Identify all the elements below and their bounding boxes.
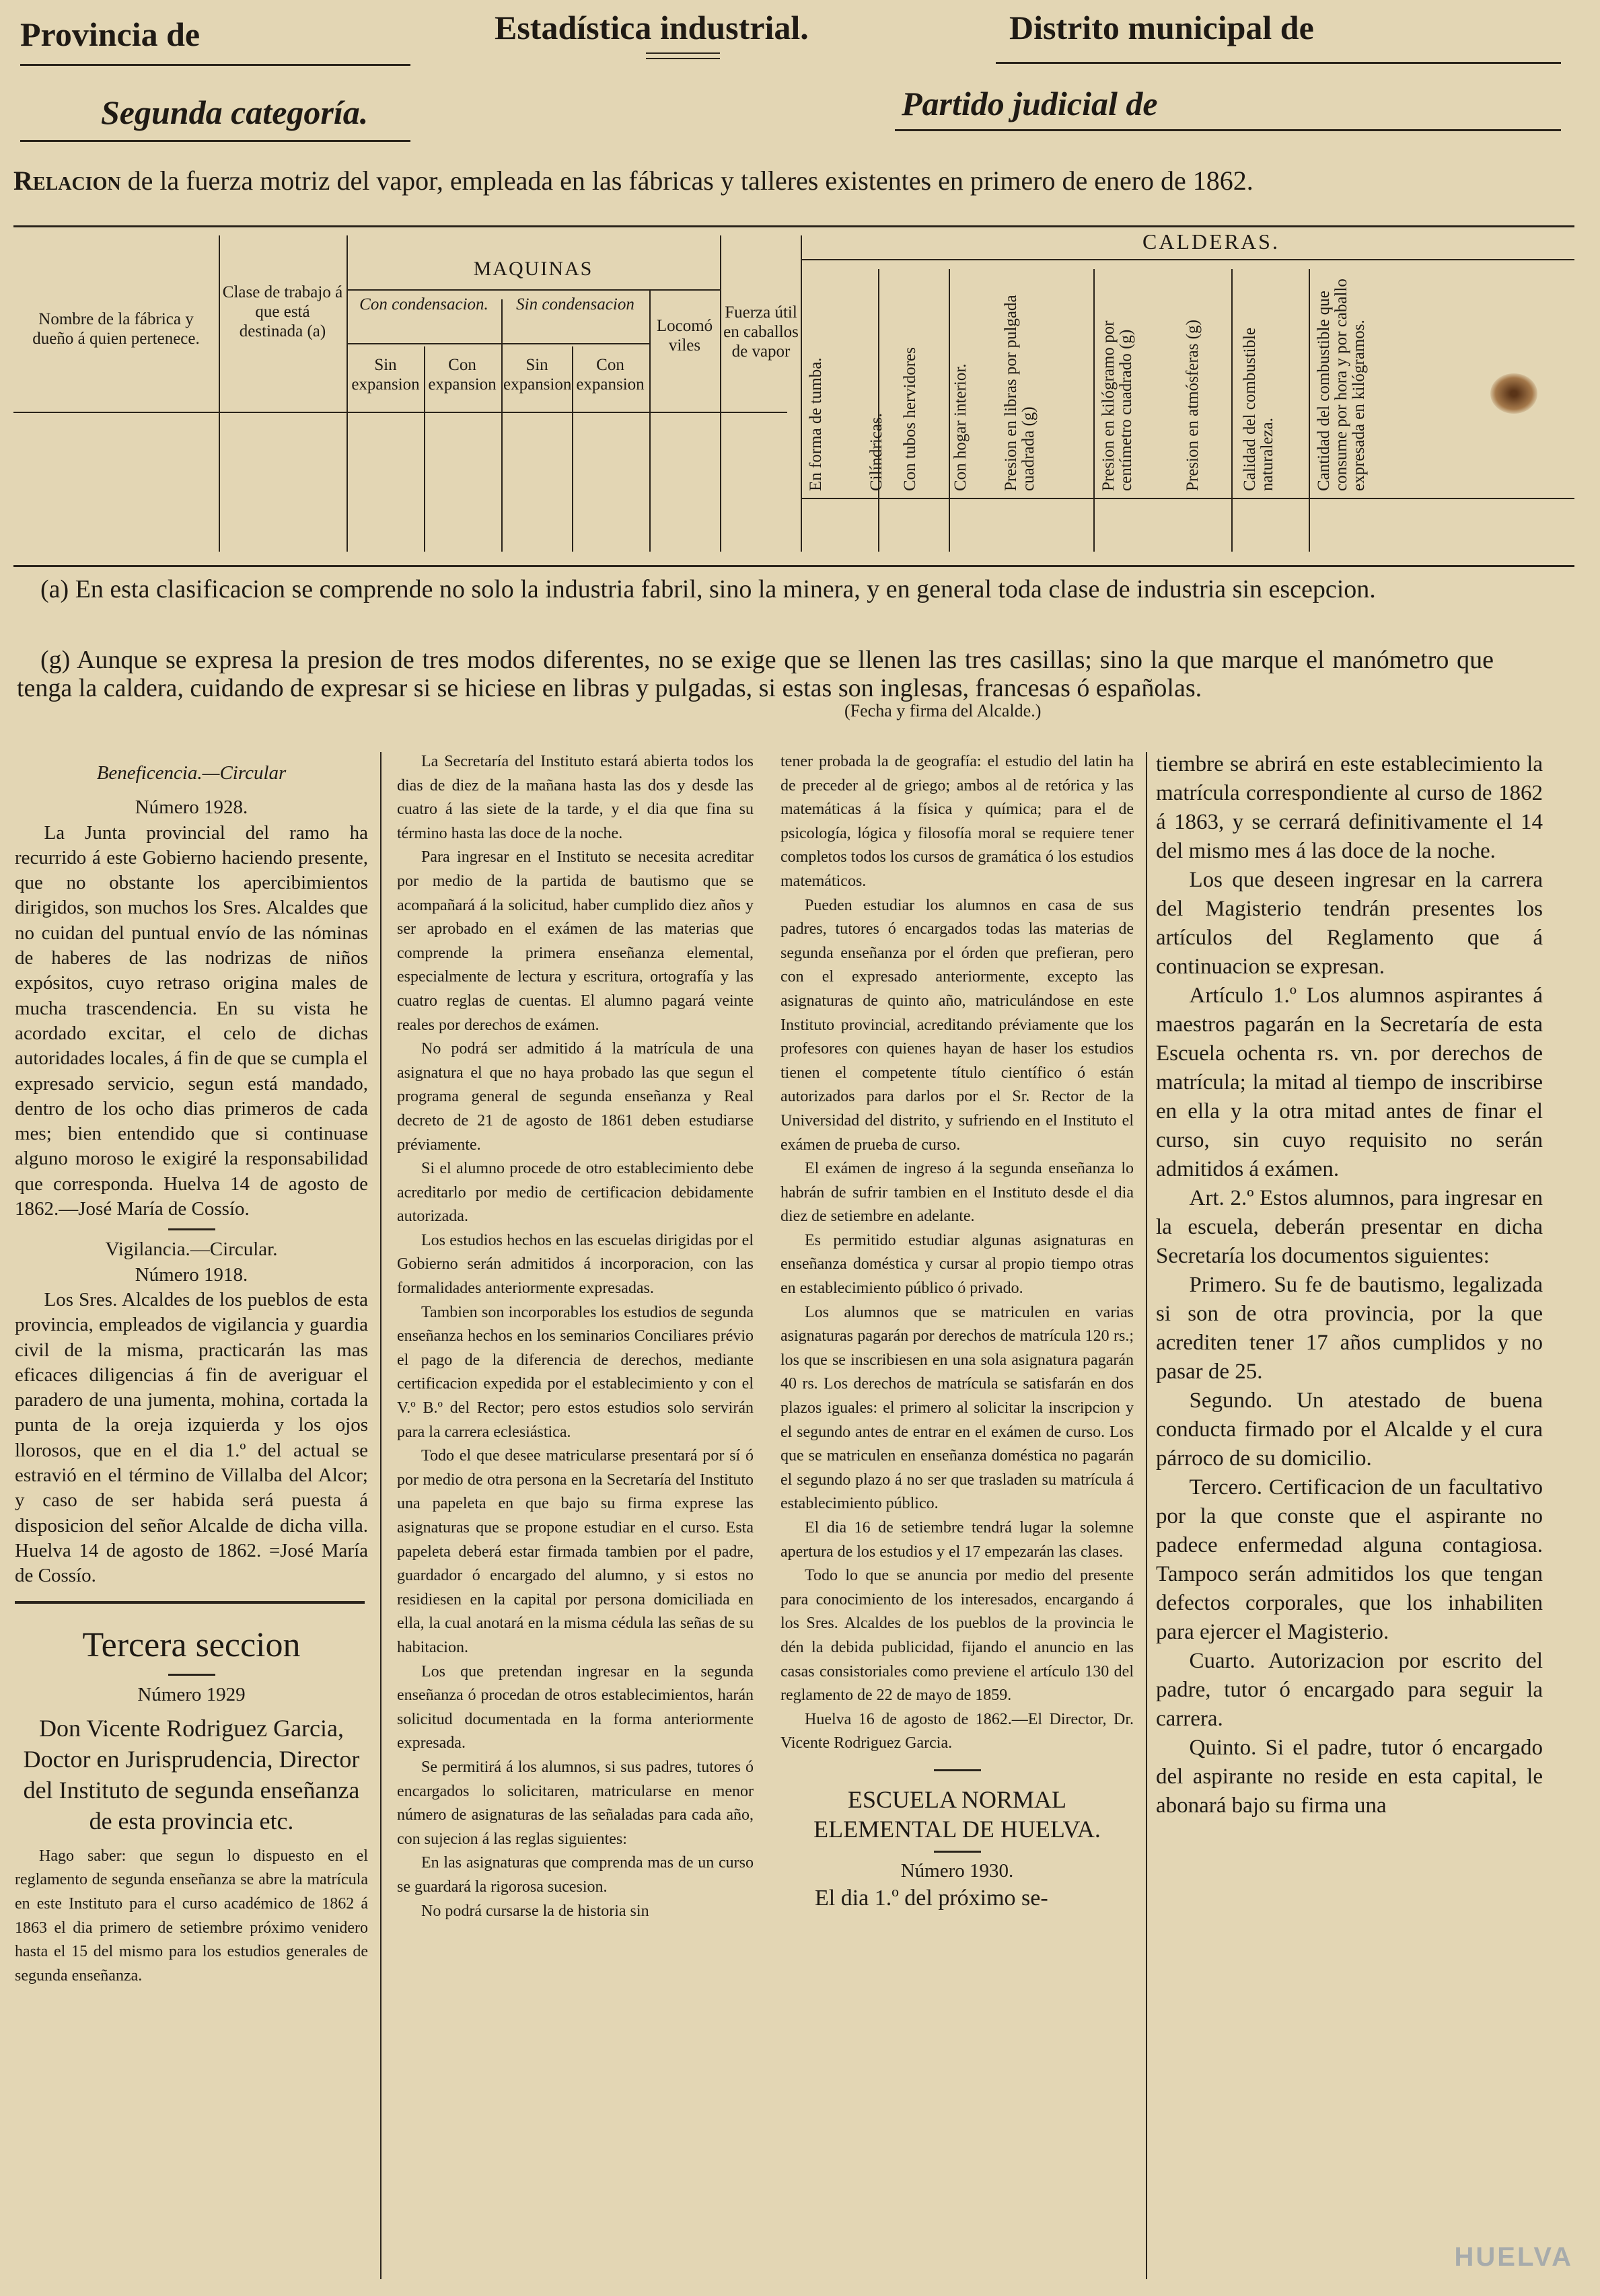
fecha-firma: (Fecha y firma del Alcalde.)	[844, 701, 1042, 720]
header-presion-kilogramo: Presion en kilógramo por centímetro cuadrado (g)	[1099, 320, 1135, 491]
numero-1928: Número 1928.	[135, 797, 248, 819]
col2-para: Tambien son incorporables los estudios de segunda enseñanza hechos en los seminarios Conciliares prévio el pago de la diferencia de derechos, mediante certificacion expedida por el establecimiento y con el V.º B.º del Rector; pero estos estudios solo servirán para la carrera eclesiástica.	[397, 1303, 754, 1441]
table-col-line	[720, 235, 721, 552]
provincia-rule	[20, 64, 410, 66]
circular-1928-text: La Junta provincial del ramo ha recurrido á este Gobierno haciendo presente, que no obstante los apercibimientos dirigidos, son muchos los Sres. Alcaldes que no cuidan del puntual envío de las nóminas de haberes de las nodrizas de niños expósitos, cuyo retraso origina males de mucha trascendencia. En su vista he acordado excitar, el celo de dichas autoridades locales, á fin de que se cumpla el expresado servicio, segun está mandado, dentro de los ocho dias primeros de cada mes; bien entendido que si continuase alguno moroso le exigiré la responsabilidad que corresponda. Huelva 14 de agosto de 1862.—José María de Cossío.	[15, 821, 368, 1220]
header-clase: Clase de trabajo á que está destinada (a)	[222, 283, 343, 340]
header-calderas: CALDERAS.	[1142, 229, 1280, 254]
relacion-text: de la fuerza motriz del vapor, empleada en las fábricas y talleres existentes en primero de enero de 1862.	[127, 165, 1253, 196]
header-con-expansion: Con expansion	[428, 356, 497, 394]
column-rule	[1146, 752, 1147, 2279]
table-col-line	[801, 235, 802, 552]
table-col-line	[1093, 269, 1095, 552]
distrito-rule	[996, 62, 1561, 64]
column-1	[15, 750, 368, 2287]
escuela-heading: ESCUELA NORMAL ELEMENTAL DE HUELVA.	[813, 1785, 1101, 1843]
separator	[934, 1851, 981, 1853]
maquinas-rule	[347, 289, 720, 291]
header-cantidad-combustible: Cantidad del combustible que consume por hora y por caballo expresada en kilógramos.	[1315, 279, 1368, 491]
numero-1929: Número 1929	[137, 1683, 246, 1705]
separator	[168, 1674, 215, 1676]
categoria-rule	[20, 140, 410, 142]
col4-articulo-2: Art. 2.º Estos alumnos, para ingresar en la escuela, deberán presentar en dicha Secretaría los documentos siguientes:	[1156, 1186, 1543, 1268]
tercera-seccion-heading: Tercera seccion	[82, 1625, 301, 1664]
note-g-mark: (g)	[40, 646, 71, 674]
calderas-rule	[801, 259, 1574, 260]
header-sin-expansion-2: Sin expansion	[503, 356, 572, 394]
col3-para: Es permitido estudiar algunas asignaturas en enseñanza doméstica y cursar al propio tiempo otras en establecimiento público ó privado.	[780, 1231, 1134, 1298]
table-col-line	[219, 235, 220, 552]
header-fuerza-util: Fuerza útil en caballos de vapor	[723, 303, 799, 361]
col2-para: Para ingresar en el Instituto se necesita acreditar por medio de la partida de bautismo que se acompañará á la solicitud, haber cumplido diez años y ser aprobado en el exámen de las materias que comprende la primera enseñanza elemental, especialmente de lectura y escritura, ortografía y las cuatro reglas de cuentas. El alumno pagará veinte reales por derechos de exámen.	[397, 848, 754, 1034]
column-4	[1156, 750, 1543, 2281]
col2-para: Los que pretendan ingresar en la segunda enseñanza ó procedan de otros establecimientos, harán solicitud documentada en la forma anteriormente expresada.	[397, 1662, 754, 1752]
note-a	[17, 575, 1494, 603]
relacion-lead: Relacion	[13, 165, 121, 196]
title-ornament	[646, 52, 720, 59]
col4-quinto: Quinto. Si el padre, tutor ó encargado del aspirante no reside en esta capital, le abonará bajo su firma una	[1156, 1736, 1543, 1818]
numero-1930: Número 1930.	[900, 1859, 1014, 1882]
col3-para: Pueden estudiar los alumnos en casa de sus padres, tutores ó encargados todas las materias de segunda enseñanza por el órden que prefieran, pero con el expresado anteriormente, excepto las asignaturas de quinto año, matriculándose en este Instituto provincial, acreditando préviamente que los profesores con quienes hayan de haser los estudios tienen el competente título científico ó están autorizados para darlos por el Sr. Rector de la Universidad del distrito, y sufriendo en el Instituto el exámen de prueba de curso.	[780, 896, 1134, 1154]
categoria-label: Segunda categoría.	[101, 94, 369, 131]
ink-stain	[1490, 373, 1537, 414]
table-col-line	[347, 235, 348, 552]
note-g-text: Aunque se expresa la presion de tres modos diferentes, no se exige que se llenen las tres casillas; sino la que marque el manómetro que tenga la caldera, cuidando de expresar si se hiciese en libras y pulgadas, si estas son inglesas, francesas ó españolas.	[17, 646, 1494, 702]
beneficencia-heading: Beneficencia.—Circular	[96, 762, 287, 784]
table-col-line	[1309, 269, 1310, 552]
page-title: Estadística industrial.	[495, 9, 809, 46]
condensacion-rule	[347, 343, 649, 344]
column-rule	[380, 752, 381, 2279]
table-col-line	[949, 269, 950, 552]
col2-para: No podrá cursarse la de historia sin	[421, 1902, 649, 1920]
header-en-forma-tumba: En forma de tumba.	[807, 357, 825, 491]
archive-watermark: HUELVA	[1454, 2242, 1573, 2272]
header-hogar-interior: Con hogar interior.	[951, 363, 970, 491]
header-sin-condensacion: Sin condensacion	[516, 295, 634, 313]
relacion-line	[13, 165, 1253, 196]
col4-para: tiembre se abrirá en este establecimiento la matrícula correspondiente al curso de 1862 á 1863, y se cerrará definitivamente el 14 del mismo mes á las doce de la noche.	[1156, 752, 1543, 863]
col2-para: Los estudios hechos en las escuelas dirigidas por el Gobierno serán admitidos á incorporacion, con las formalidades anteriormente expresadas.	[397, 1231, 754, 1298]
col2-para: No podrá ser admitido á la matrícula de una asignatura el que no haya probado las que segun el programa general de segunda enseñanza y Real decreto de 21 de agosto de 1861 deben estudiarse préviamente.	[397, 1040, 754, 1154]
table-header-rule	[13, 412, 787, 413]
col4-primero: Primero. Su fe de bautismo, legalizada si son de otra provincia, por la que acrediten tener 17 años cumplidos y no pasar de 25.	[1156, 1273, 1543, 1384]
note-a-text: En esta clasificacion se comprende no solo la industria fabril, sino la minera, y en general toda clase de industria sin escepcion.	[75, 575, 1376, 603]
header-presion-libras: Presion en libras por pulgada cuadrada (g)	[1002, 295, 1038, 491]
header-con-condensacion: Con condensacion.	[359, 295, 488, 313]
note-g	[17, 646, 1494, 702]
separator	[934, 1769, 981, 1771]
col4-articulo-1: Artículo 1.º Los alumnos aspirantes á maestros pagarán en la Secretaría de esta Escuela ochenta rs. vn. por derechos de matrícula; la mitad al tiempo de inscribirse en ella y la otra mitad antes de finar el curso, sin cuyo requisito no serán admitidos á exámen.	[1156, 984, 1543, 1181]
col3-para: tener probada la de geografía: el estudio del latin ha de preceder al de griego; ambos al de retórica y las matemáticas á la física y química; para el de psicología, lógica y filosofía moral se requiere tener completos todos los cursos de gramática ó los estudios matemáticos.	[780, 753, 1134, 890]
col2-para: Todo el que desee matricularse presentará por sí ó por medio de otra persona en la Secretaría del Instituto una papeleta en que bajo su firma exprese las asignaturas que se propone estudiar en el curso. Esta papeleta deberá estar firmada tambien por el padre, guardador ó encargado del alumno, y si estos no residiesen en la capital por persona domiciliada en ella, la cual anotará en la misma cédula las señas de su habitacion.	[397, 1447, 754, 1656]
header-tubos-hervidores: Con tubos hervidores	[901, 347, 919, 491]
col4-cuarto: Cuarto. Autorizacion por escrito del padre, tutor ó encargado para seguir la carrera.	[1156, 1649, 1543, 1731]
partido-label: Partido judicial de	[902, 85, 1158, 122]
col2-para: Si el alumno procede de otro establecimiento debe acreditarlo por medio de certificacion debidamente autorizada.	[397, 1160, 754, 1226]
header-nombre: Nombre de la fábrica y dueño á quien pertenece.	[32, 310, 200, 348]
provincia-label: Provincia de	[20, 15, 201, 53]
vigilancia-heading: Vigilancia.—Circular.	[105, 1238, 278, 1261]
note-a-mark: (a)	[40, 575, 69, 603]
partido-rule	[895, 129, 1561, 131]
table-bottom-rule	[13, 565, 1574, 567]
header-maquinas: MAQUINAS	[473, 258, 593, 280]
circular-1918-text: Los Sres. Alcaldes de los pueblos de esta provincia, empleados de vigilancia y guardia civil de la misma, practicarán las mas eficaces diligencias á fin de averiguar el paradero de una jumenta, mohina, cortada la punta de la oreja izquierda y los ojos llorosos, que en el dia 1.º del actual se estravió en el término de Villalba del Alcor; y caso de ser habida será puesta á disposicion del señor Alcalde de dicha villa. Huelva 14 de agosto de 1862. =José María de Cossío.	[15, 1288, 368, 1587]
header-sin-expansion: Sin expansion	[351, 356, 420, 394]
col4-segundo: Segundo. Un atestado de buena conducta firmado por el Alcalde y el cura párroco de su domicilio.	[1156, 1388, 1543, 1471]
col3-para: El dia 16 de setiembre tendrá lugar la solemne apertura de los estudios y el 17 empezarán las clases.	[780, 1519, 1134, 1561]
table-col-line	[1231, 269, 1233, 552]
numero-1918: Número 1918.	[135, 1263, 248, 1286]
col4-tercero: Tercero. Certificacion de un facultativo por la que conste que el aspirante no padece enfermedad alguna contagiosa. Tampoco serán admitidos los que tengan defectos corporales, que los inhabiliten para ejercer el Magisterio.	[1156, 1475, 1543, 1644]
table-top-rule	[13, 225, 1574, 227]
column-2	[397, 750, 754, 2260]
col3-last-line: El dia 1.º del próximo se-	[815, 1885, 1048, 1911]
col2-para: Se permitirá á los alumnos, si sus padres, tutores ó encargados lo solicitaren, matricularse en menor número de asignaturas de las señaladas para cada año, con sujecion á las reglas siguientes:	[397, 1758, 754, 1848]
calderas-mid-rule	[801, 498, 1574, 499]
col3-para: Todo lo que se anuncia por medio del presente para conocimiento de los interesados, encargando á los Sres. Alcaldes de los pueblos de la provincia le dén la debida publicidad, fijando el anuncio en las casas consistoriales como previene el artículo 130 del reglamento de 22 de mayo de 1859.	[780, 1567, 1134, 1705]
col3-para: Huelva 16 de agosto de 1862.—El Director, Dr. Vicente Rodriguez Garcia.	[780, 1710, 1134, 1752]
hago-saber-text: Hago saber: que segun lo dispuesto en el reglamento de segunda enseñanza se abre la matrícula en este Instituto para el curso académico de 1862 á 1863 el dia primero de setiembre próximo venidero hasta el 15 del mismo para los estudios generales de segunda enseñanza.	[15, 1847, 368, 1985]
col4-para: Los que deseen ingresar en la carrera del Magisterio tendrán presentes los artículos del Reglamento que á continuacion se expresan.	[1156, 868, 1543, 979]
header-calidad-combustible: Calidad del combustible naturaleza.	[1241, 327, 1276, 491]
col3-para: El exámen de ingreso á la segunda enseñanza lo habrán de sufrir tambien en el Instituto desde el dia diez de setiembre en adelante.	[780, 1160, 1134, 1226]
distrito-label: Distrito municipal de	[1009, 9, 1314, 46]
separator	[168, 1228, 215, 1230]
header-presion-atmosferas: Presion en atmósferas (g)	[1184, 320, 1202, 491]
header-cilindricas: Cilíndricas.	[867, 413, 885, 491]
table-col-line	[501, 299, 503, 552]
header-con-expansion-2: Con expansion	[576, 356, 645, 394]
header-locomoviles: Locomóviles	[656, 317, 713, 355]
director-title: Don Vicente Rodriguez Garcia, Doctor en Jurisprudencia, Director del Instituto de segunda enseñanza de esta provincia etc.	[23, 1714, 360, 1835]
col3-para: Los alumnos que se matriculen en varias asignaturas pagarán por derechos de matrícula 120 rs.; los que se inscribiesen en una sola asignatura pagarán 40 rs. Los derechos de matrícula se satisfarán en dos plazos iguales: el primero al solicitar la inscripcion y el segundo antes de entrar en el exámen de curso. Los que se matriculen en enseñanza doméstica no pagarán el segundo plazo á no ser que trasladen su matrícula á establecimiento público.	[780, 1303, 1134, 1513]
section-rule	[15, 1601, 365, 1604]
col2-para: En las asignaturas que comprenda mas de un curso se guardará la rigorosa sucesion.	[397, 1854, 754, 1896]
table-col-line	[649, 289, 651, 552]
column-3	[780, 750, 1134, 2260]
col2-para: La Secretaría del Instituto estará abierta todos los dias de diez de la mañana hasta las dos y desde las cuatro á las siete de la tarde, y el dia que fina su término hasta las doce de la noche.	[397, 753, 754, 842]
